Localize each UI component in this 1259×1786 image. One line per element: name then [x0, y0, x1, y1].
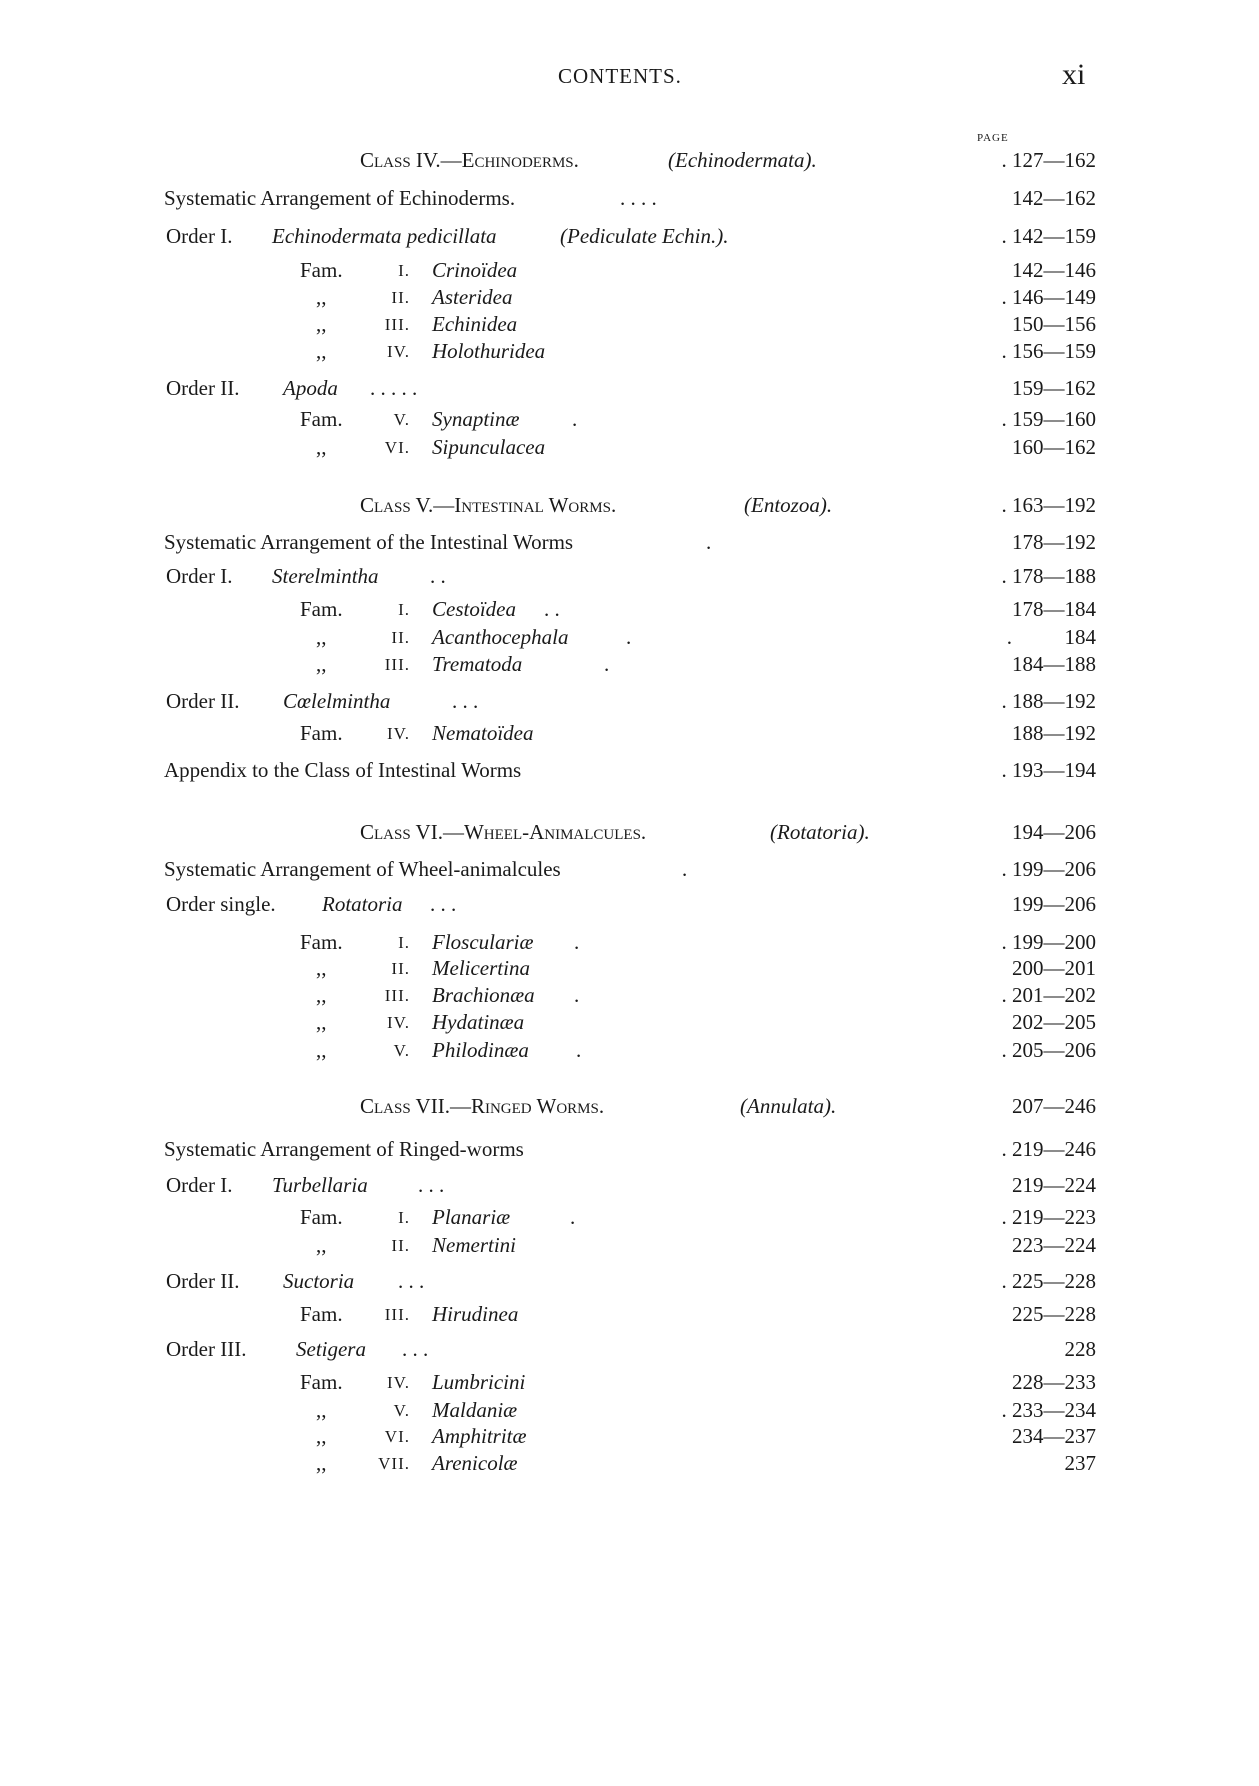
family-prefix: ,,: [316, 956, 327, 980]
page-range: 237: [1064, 1451, 1096, 1475]
family-prefix: ,,: [316, 1038, 327, 1062]
family-number: I.: [398, 600, 410, 619]
family-name: Asteridea: [432, 285, 513, 309]
family-number: IV.: [387, 342, 410, 361]
section-heading: Systematic Arrangement of Ringed-worms: [164, 1137, 524, 1161]
family-number: III.: [384, 1305, 410, 1324]
toc-heading-row: [0, 1137, 1259, 1169]
family-name: Nematoïdea: [432, 721, 534, 745]
toc-class-row: [0, 148, 1259, 180]
page-range: . 233—234: [1001, 1398, 1096, 1422]
family-name: Trematoda: [432, 652, 523, 676]
class-latin-name: (Entozoa).: [744, 493, 833, 517]
leader-dots: .: [570, 1205, 576, 1229]
page-range: 150—156: [1012, 312, 1096, 336]
family-number: I.: [398, 261, 410, 280]
family-prefix: ,,: [316, 1424, 327, 1448]
family-number: II.: [391, 1236, 410, 1255]
page-range: 188—192: [1012, 721, 1096, 745]
order-note: (Pediculate Echin.).: [560, 224, 729, 248]
family-name: Melicertina: [432, 956, 530, 980]
family-number: III.: [384, 315, 410, 334]
page-range: 223—224: [1012, 1233, 1096, 1257]
family-name: Arenicolæ: [432, 1451, 518, 1475]
family-number: IV.: [387, 724, 410, 743]
class-heading: Class VII.—Ringed Worms.: [360, 1094, 605, 1118]
page-range: . 142—159: [1001, 224, 1096, 248]
page-range: . 156—159: [1001, 339, 1096, 363]
toc-fam-row: [0, 721, 1259, 753]
family-prefix: Fam.: [300, 258, 343, 282]
family-number: IV.: [387, 1013, 410, 1032]
order-note: . . .: [398, 1269, 425, 1293]
page-range: . 127—162: [1001, 148, 1096, 172]
class-heading: Class IV.—Echinoderms.: [360, 148, 579, 172]
leader-dots: . . . .: [620, 186, 657, 210]
toc-order-row: [0, 1337, 1259, 1369]
section-heading: Systematic Arrangement of Wheel-animalcules: [164, 857, 561, 881]
order-label: Order III.: [166, 1337, 247, 1361]
order-note: . . .: [418, 1173, 445, 1197]
toc-heading-row: [0, 857, 1259, 889]
family-number: IV.: [387, 1373, 410, 1392]
toc-order-row: [0, 376, 1259, 408]
order-label: Order I.: [166, 1173, 233, 1197]
family-prefix: ,,: [316, 1398, 327, 1422]
order-name: Rotatoria: [322, 892, 403, 916]
page-range: . 225—228: [1001, 1269, 1096, 1293]
class-latin-name: (Annulata).: [740, 1094, 837, 1118]
family-number: I.: [398, 933, 410, 952]
family-prefix: ,,: [316, 285, 327, 309]
family-name: Lumbricini: [432, 1370, 526, 1394]
toc-heading-row: [0, 530, 1259, 562]
family-prefix: Fam.: [300, 407, 343, 431]
page-range: 228: [1064, 1337, 1096, 1361]
toc-order-row: [0, 1173, 1259, 1205]
family-prefix: ,,: [316, 1233, 327, 1257]
toc-order-row: [0, 892, 1259, 924]
leader-dots: .: [572, 407, 578, 431]
section-heading: Systematic Arrangement of the Intestinal Worms: [164, 530, 574, 554]
family-number: VI.: [384, 438, 410, 457]
toc-fam-row: [0, 1038, 1259, 1070]
leader-dots: .: [604, 652, 610, 676]
order-label: Order I.: [166, 564, 233, 588]
family-number: V.: [393, 410, 410, 429]
family-number: V.: [393, 1401, 410, 1420]
order-label: Order II.: [166, 689, 240, 713]
order-name: Sterelmintha: [272, 564, 379, 588]
family-number: III.: [384, 986, 410, 1005]
family-number: II.: [391, 628, 410, 647]
page-range: . 201—202: [1001, 983, 1096, 1007]
toc-fam-row: [0, 1233, 1259, 1265]
family-prefix: Fam.: [300, 1370, 343, 1394]
page-range: . 219—246: [1001, 1137, 1096, 1161]
page-range: . 178—188: [1001, 564, 1096, 588]
family-prefix: ,,: [316, 435, 327, 459]
page-range: 200—201: [1012, 956, 1096, 980]
leader-dots: .: [574, 983, 580, 1007]
family-number: II.: [391, 959, 410, 978]
page-range: 160—162: [1012, 435, 1096, 459]
class-heading: Class V.—Intestinal Worms.: [360, 493, 617, 517]
page-range: 142—146: [1012, 258, 1096, 282]
family-name: Hirudinea: [432, 1302, 519, 1326]
family-name: Acanthocephala: [432, 625, 569, 649]
family-prefix: Fam.: [300, 1302, 343, 1326]
order-note: . . . . .: [370, 376, 418, 400]
leader-dots: . .: [544, 597, 560, 621]
toc-order-row: [0, 224, 1259, 256]
page-range: 202—205: [1012, 1010, 1096, 1034]
family-name: Nemertini: [432, 1233, 516, 1257]
family-prefix: ,,: [316, 652, 327, 676]
family-name: Planariæ: [432, 1205, 511, 1229]
family-name: Holothuridea: [432, 339, 546, 363]
class-heading: Class VI.—Wheel-Animalcules.: [360, 820, 647, 844]
leader-dots: .: [706, 530, 712, 554]
toc-order-row: [0, 1269, 1259, 1301]
order-label: Order II.: [166, 1269, 240, 1293]
toc-class-row: [0, 493, 1259, 525]
page-range: . 163—192: [1001, 493, 1096, 517]
toc-fam-row: [0, 435, 1259, 467]
family-name: Cestoïdea: [432, 597, 516, 621]
order-label: Order II.: [166, 376, 240, 400]
order-note: . . .: [402, 1337, 429, 1361]
toc-fam-row: [0, 1451, 1259, 1483]
page-range: . 205—206: [1001, 1038, 1096, 1062]
toc-order-row: [0, 689, 1259, 721]
class-latin-name: (Echinodermata).: [668, 148, 817, 172]
page-folio: xi: [1062, 58, 1086, 91]
page-range: . 219—223: [1001, 1205, 1096, 1229]
family-number: II.: [391, 288, 410, 307]
order-note: . . .: [452, 689, 479, 713]
order-label: Order I.: [166, 224, 233, 248]
toc-class-row: [0, 820, 1259, 852]
family-number: III.: [384, 655, 410, 674]
family-prefix: ,,: [316, 625, 327, 649]
page-range: 159—162: [1012, 376, 1096, 400]
order-name: Turbellaria: [272, 1173, 368, 1197]
family-number: V.: [393, 1041, 410, 1060]
toc-fam-row: [0, 1302, 1259, 1334]
family-name: Synaptinæ: [432, 407, 520, 431]
family-name: Echinidea: [432, 312, 518, 336]
page-range: 142—162: [1012, 186, 1096, 210]
toc-class-row: [0, 1094, 1259, 1126]
order-name: Cœlelmintha: [283, 689, 391, 713]
page-range: 225—228: [1012, 1302, 1096, 1326]
page-range: 178—184: [1012, 597, 1096, 621]
toc-order-row: [0, 564, 1259, 596]
family-prefix: ,,: [316, 312, 327, 336]
page-range: 228—233: [1012, 1370, 1096, 1394]
family-prefix: ,,: [316, 1451, 327, 1475]
toc-fam-row: [0, 652, 1259, 684]
family-name: Philodinæa: [432, 1038, 529, 1062]
page-range: . 188—192: [1001, 689, 1096, 713]
page-range: 178—192: [1012, 530, 1096, 554]
leader-dots: .: [576, 1038, 582, 1062]
family-number: VII.: [378, 1454, 410, 1473]
family-name: Crinoïdea: [432, 258, 518, 282]
running-head-title: CONTENTS.: [558, 64, 682, 88]
family-number: VI.: [384, 1427, 410, 1446]
page-range: . 184: [1006, 625, 1096, 649]
leader-dots: .: [682, 857, 688, 881]
section-heading: Systematic Arrangement of Echinoderms.: [164, 186, 516, 210]
family-prefix: ,,: [316, 1010, 327, 1034]
family-prefix: ,,: [316, 983, 327, 1007]
order-note: . .: [430, 564, 446, 588]
family-name: Flosculariæ: [432, 930, 534, 954]
page-range: 194—206: [1012, 820, 1096, 844]
page-range: 184—188: [1012, 652, 1096, 676]
family-prefix: ,,: [316, 339, 327, 363]
page-range: . 159—160: [1001, 407, 1096, 431]
section-heading: Appendix to the Class of Intestinal Worms: [164, 758, 522, 782]
family-name: Sipunculacea: [432, 435, 546, 459]
order-label: Order single.: [166, 892, 276, 916]
page-range: . 146—149: [1001, 285, 1096, 309]
family-number: I.: [398, 1208, 410, 1227]
family-name: Hydatinæa: [432, 1010, 525, 1034]
family-prefix: Fam.: [300, 721, 343, 745]
family-prefix: Fam.: [300, 1205, 343, 1229]
toc-fam-row: [0, 339, 1259, 371]
leader-dots: .: [626, 625, 632, 649]
toc-heading-row: [0, 758, 1259, 790]
page-range: 199—206: [1012, 892, 1096, 916]
family-prefix: Fam.: [300, 930, 343, 954]
order-note: . . .: [430, 892, 457, 916]
order-name: Apoda: [283, 376, 338, 400]
order-name: Suctoria: [283, 1269, 355, 1293]
class-latin-name: (Rotatoria).: [770, 820, 870, 844]
family-name: Brachionæa: [432, 983, 535, 1007]
page-range: . 193—194: [1001, 758, 1096, 782]
page-range: 207—246: [1012, 1094, 1096, 1118]
family-name: Amphitritæ: [432, 1424, 527, 1448]
toc-heading-row: [0, 186, 1259, 218]
family-name: Maldaniæ: [432, 1398, 518, 1422]
page-range: . 199—206: [1001, 857, 1096, 881]
leader-dots: .: [574, 930, 580, 954]
page-range: . 199—200: [1001, 930, 1096, 954]
page-column-label: PAGE: [977, 132, 1009, 144]
order-name: Echinodermata pedicillata: [272, 224, 497, 248]
order-name: Setigera: [296, 1337, 366, 1361]
family-prefix: Fam.: [300, 597, 343, 621]
page-range: 219—224: [1012, 1173, 1096, 1197]
page-range: 234—237: [1012, 1424, 1096, 1448]
